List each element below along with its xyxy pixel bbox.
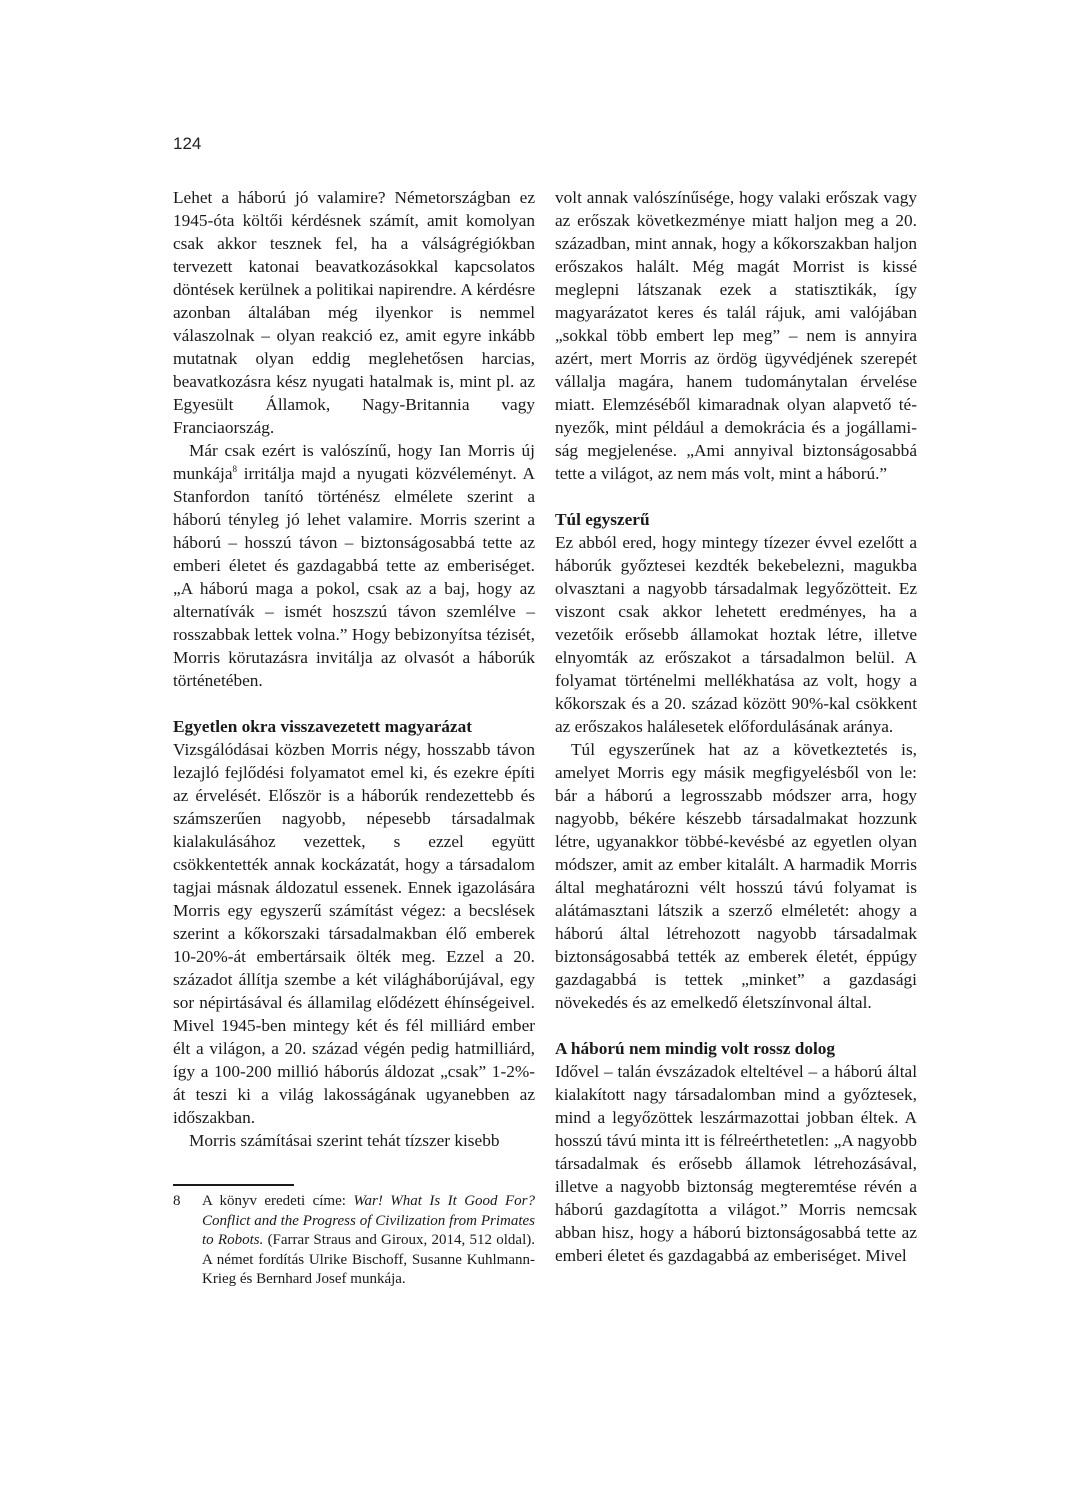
section-heading: A háború nem mindig volt rossz dolog: [555, 1039, 836, 1058]
paragraph: Vizsgálódásai közben Morris négy, hosszabb távon lezajló fejlődési folyamatot emel ki, és ezekre építi az érvelését. Először is a háborúk rendezettebb és számszerűen nagyobb, népesebb társadalmak kialakulásához vezettek, s ezzel együtt csökkentették annak kockázatát, hogy a társadalom tagjai másnak áldozatul essenek. Ennek igazolására Morris egy egyszerű számítást végez: a becslések szerint a kőkorszaki társadalmakban élő emberek 10-20%-át embertársaik ölték meg. Ezzel a 20. századot állítja szembe a két világháborújával, egy sor népirtásával és államilag elődézett éhínségeivel. Mivel 1945-ben mintegy két és fél milliárd ember élt a világon, a 20. század végén pedig hatmilliárd, így a 100-200 millió háborús áldozat „csak” 1-2%-át teszi ki a világ lakosságának ugyanebben az időszakban.: [173, 740, 535, 1127]
footnote-reference: 8: [232, 464, 238, 474]
paragraph-text: irritálja majd a nyugati közvéleményt. A Stanfordon tanító történész elmélete szerint a háború tényleg jó lehet valamire. Morris szerint a háború – hosszú távon – biztonságosabbá tette az emberi életet és gazdagabbá tette az emberiséget. „A háború maga a pokol, csak az a baj, hogy az alternatívák – ismét hoszszú távon szemlélve – rosszabbak lettek volna.” Hogy bebizonyítsa tézisét, Morris körutazásra invitálja az olvasót a háborúk történetében.: [173, 464, 535, 690]
footnote-number: 8: [173, 1193, 181, 1209]
book-title: War! What Is It Good For? Conflict and the Progress of Civilization from Primates to Robots.: [202, 1193, 535, 1248]
footnote: [173, 1192, 535, 1290]
footnote-divider: [173, 1184, 294, 1186]
footnote-suffix: (Farrar Straus and Giroux, 2014, 512 oldal). A német fordítás Ulrike Bischoff, Susanne Kuhlmann-Krieg és Bernhard Josef munkája.: [202, 1232, 535, 1287]
paragraph-text: Már csak ezért is valószínű, hogy Ian Morris új munkája: [173, 441, 535, 483]
paragraph: Lehet a háború jó valamire? Németországban ez 1945-óta költői kérdésnek számít, amit komolyan csak akkor tesznek fel, ha a válságrégiókban tervezett katonai beavatkozásokkal kapcsolatos döntések kerülnek a politikai napirendre. A kérdésre azonban általában még ilyenkor is nemmel válaszolnak – olyan reakció ez, amit egyre inkább mutatnak olyan eddig meglehetősen harcias, beavatkozásra kész nyugati hatalmak is, mint pl. az Egyesült Államok, Nagy-Britannia vagy Franciaország.: [173, 188, 535, 437]
paragraph: Túl egyszerűnek hat az a következtetés is, amelyet Morris egy másik megfigyelésből von le: bár a háború a legrosszabb módszer arra, hogy nagyobb, békére készebb társadalmakat hozzunk létre, ugyanakkor többé-kevésbé az egyetlen olyan módszer, amit az ember kitalált. A harmadik Morris által meghatározni vélt hosszú távú folyamat is alátámasztani látszik a szerző elméletét: ahogy a háború által létrehozott nagyobb társadalmak biztonságosabbá tették az emberek életét, éppúgy gazdagabbá is tettek „minket” a gazdasági növekedés és az emelkedő életszínvonal által.: [555, 740, 917, 1012]
paragraph: Idővel – talán évszázadok elteltével – a háború által kialakított nagy társadalomban mind a győztesek, mind a legyőzöttek leszármazottai jobban éltek. A hosszú távú minta itt is félreérthetetlen: „A nagyobb társadalmak és erősebb államok létrehozásával, illetve a nagyobb biztonság megteremtése révén a háború gazdagította a világot.” Morris nemcsak abban hisz, hogy a háború biztonságosabbá tette az emberi életet és gazdagabbá az emberiséget. Mivel: [555, 1062, 917, 1265]
paragraph: Morris számításai szerint tehát tízszer kisebb: [189, 1131, 500, 1150]
paragraph: volt annak valószínűsége, hogy valaki erőszak vagy az erőszak következménye miatt haljon meg a 20. században, mint annak, hogy a kőkorszakban haljon erőszakos halált. Még magát Morrist is kissé meglepni látszanak ezek a statisztikák, így magyarázatot keres és talál rájuk, ami valójában „sokkal több embert lep meg” – nem is annyira azért, mert Morris az ördög ügyvédjének szerepét vállalja magára, hanem tudománytalan érvelése miatt. Elemzéséből kimaradnak olyan alapvető tényezők, mint például a demokrácia és a jogállamiság megjelenése. „Ami annyival biztonságosabbá tette a világot, az nem más volt, mint a háború.”: [555, 188, 917, 483]
paragraph: Ez abból ered, hogy mintegy tízezer évvel ezelőtt a háborúk győztesei kezdték bekebelezni, magukba olvasztani a nagyobb társadalmak legyőzötteit. Ez viszont csak akkor lehetett eredményes, ha a vezetőik erősebb államokat hoztak létre, illetve elnyomták az erőszakot a társadalmon belül. A folyamat történelmi mellékhatása az volt, hogy a kőkorszak és a 20. század között 90%-kal csökkent az erőszakos halálesetek előfordulásának aránya.: [555, 533, 917, 736]
page-number: 124: [173, 134, 202, 153]
paragraph: [173, 439, 535, 692]
left-column: [173, 186, 535, 1152]
right-column: [555, 186, 917, 1267]
section-heading: Túl egyszerű: [555, 510, 650, 529]
section-heading: Egyetlen okra visszavezetett magyarázat: [173, 717, 472, 736]
footnote-prefix: A könyv eredeti címe:: [202, 1193, 354, 1209]
footnote-text: [202, 1192, 535, 1290]
